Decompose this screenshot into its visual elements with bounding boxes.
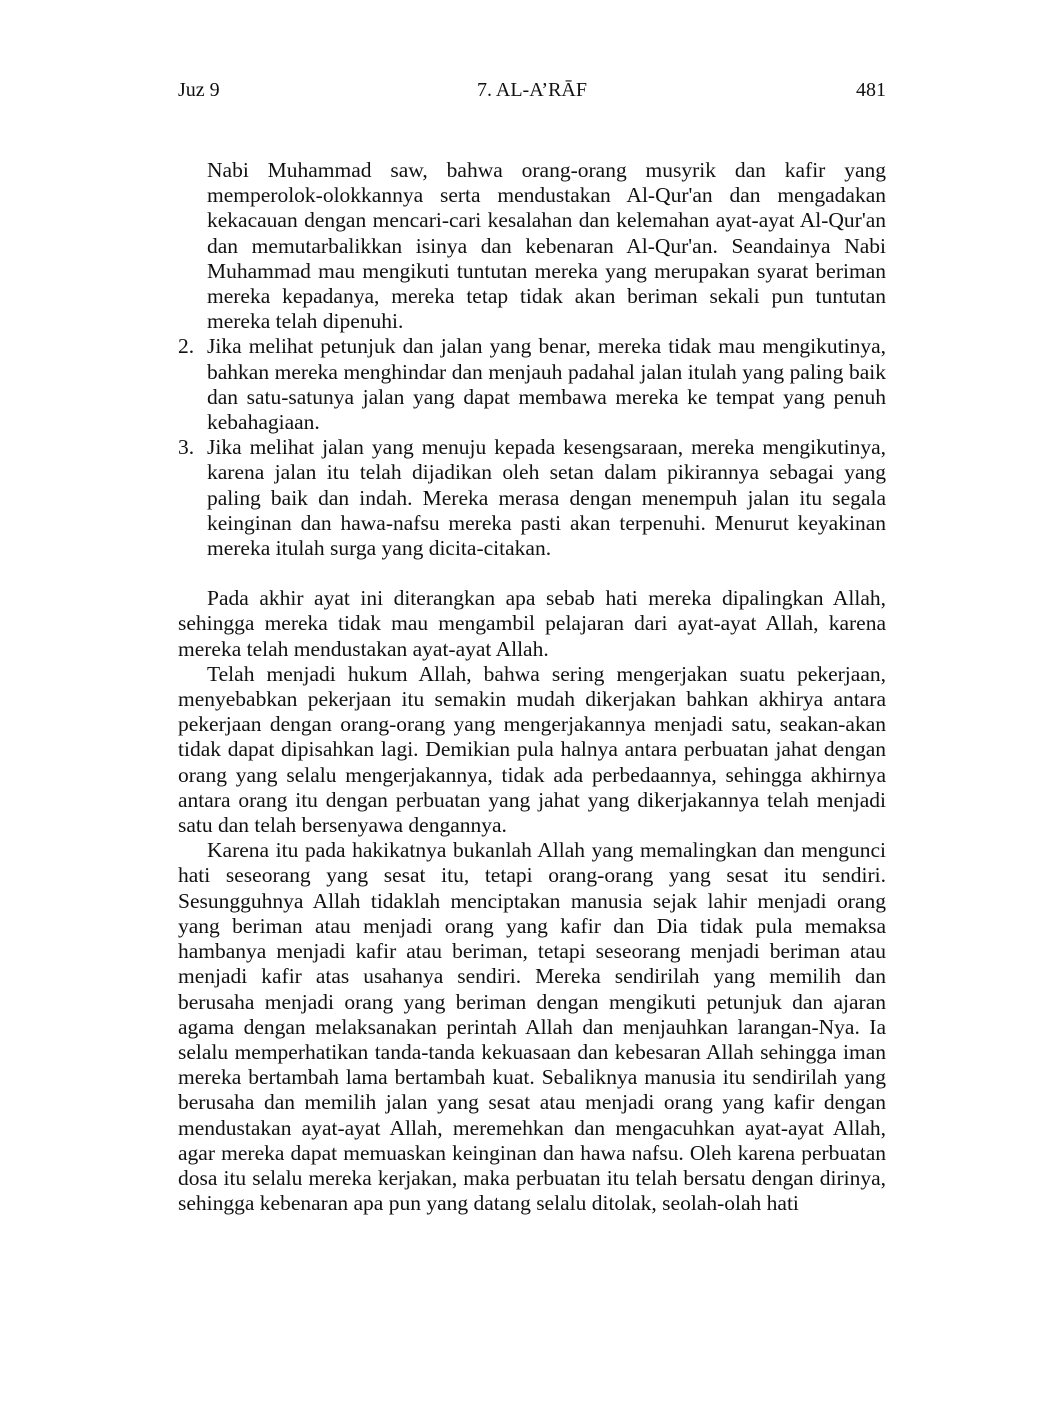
paragraph: Pada akhir ayat ini diterangkan apa sebab hati mereka dipalingkan Allah, sehingga mereka tidak mau mengambil pelajaran dari ayat-ayat Allah, karena mereka telah mendustakan ayat-ayat Allah. [178, 586, 886, 661]
list-item [178, 334, 886, 435]
list-item-text: Jika melihat jalan yang menuju kepada kesengsaraan, mereka mengikutinya, karena jalan itu telah dijadikan oleh setan dalam pikirannya sebagai yang paling baik dan indah. Mereka merasa dengan menempuh jalan itu segala keinginan dan hawa-nafsu mereka pasti akan terpenuhi. Menurut keyakinan mereka itulah surga yang dicita-citakan. [207, 435, 886, 561]
juz-label: Juz 9 [178, 79, 220, 101]
body-text [178, 158, 886, 1216]
numbered-list [178, 334, 886, 561]
list-item-number: 2. [178, 334, 195, 359]
page-header [178, 76, 886, 104]
list-item [178, 435, 886, 561]
surah-title: 7. AL-A’RĀF [476, 79, 587, 101]
page-number: 481 [856, 79, 886, 101]
list-item-text: Jika melihat petunjuk dan jalan yang benar, mereka tidak mau mengikutinya, bahkan mereka menghindar dan menjauh padahal jalan itulah yang paling baik dan satu-satunya jalan yang dapat membawa mereka ke tempat yang penuh kebahagiaan. [207, 334, 886, 435]
list-item-number: 3. [178, 435, 195, 460]
list-item-continuation: Nabi Muhammad saw, bahwa orang-orang musyrik dan kafir yang memperolok-olokkannya serta mendustakan Al-Qur'an dan mengadakan kekacauan dengan mencari-cari kesalahan dan kelemahan ayat-ayat Al-Qur'an dan memutarbalikkan isinya dan kebenaran Al-Qur'an. Seandainya Nabi Muhammad mau mengikuti tuntutan mereka yang merupakan syarat beriman mereka kepadanya, mereka tetap tidak akan beriman sekali pun tuntutan mereka telah dipenuhi. [207, 158, 886, 334]
paragraph: Karena itu pada hakikatnya bukanlah Allah yang memalingkan dan mengunci hati seseorang yang sesat itu, tetapi orang-orang yang sesat itu sendiri. Sesungguhnya Allah tidaklah menciptakan manusia sejak lahir menjadi orang yang beriman atau menjadi orang yang kafir dan Dia tidak pula memaksa hambanya menjadi kafir atau beriman, tetapi seseorang menjadi beriman atau menjadi kafir atas usahanya sendiri. Mereka sendirilah yang memilih dan berusaha menjadi orang yang beriman dengan mengikuti petunjuk dan ajaran agama dengan melaksanakan perintah Allah dan menjauhkan larangan-Nya. Ia selalu memperhatikan tanda-tanda kekuasaan dan kebesaran Allah sehingga iman mereka bertambah lama bertambah kuat. Sebaliknya manusia itu sendirilah yang berusaha dan memilih jalan yang sesat atau menjadi orang yang kafir dengan mendustakan ayat-ayat Allah, meremehkan dan mengacuhkan ayat-ayat Allah, agar mereka dapat memuaskan keinginan dan hawa nafsu. Oleh karena perbuatan dosa itu selalu mereka kerjakan, maka perbuatan itu telah bersatu dengan dirinya, sehingga kebenaran apa pun yang datang selalu ditolak, seolah-olah hati [178, 838, 886, 1216]
paragraph: Telah menjadi hukum Allah, bahwa sering mengerjakan suatu pekerjaan, menyebabkan pekerjaan itu semakin mudah dikerjakan bahkan akhirya antara pekerjaan dengan orang-orang yang mengerjakannya menjadi satu, seakan-akan tidak dapat dipisahkan lagi. Demikian pula halnya antara perbuatan jahat dengan orang yang selalu mengerjakannya, tidak ada perbedaannya, sehingga akhirnya antara orang itu dengan perbuatan yang jahat yang dikerjakannya telah menjadi satu dan telah bersenyawa dengannya. [178, 661, 886, 838]
paragraph-spacer [178, 561, 886, 586]
